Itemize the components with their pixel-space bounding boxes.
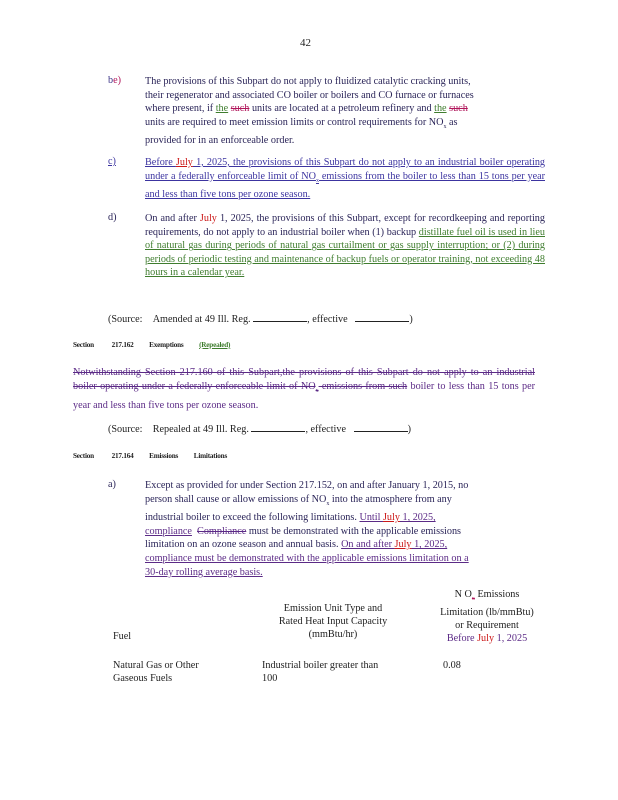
para-a-line5: limitation on an ozone season and annual basis. On and after July 1, 2025, [145,539,448,551]
para-c-text: Before July 1, 2025, the provisions of this Subpart do not apply to an industrial boiler operating under a federally enforceable limit of $NO_x$ emissions from the boiler to less than 15 tons per year and less than five tons per ozone season. [145,157,546,201]
para-a-line4: compliance Compliance must be demonstrated with the applicable emissions [145,525,462,537]
para-a-line1: Except as provided for under Section 217.152, on and after January 1, 2015, no [145,480,469,491]
para-b-line3: where present, if the such units are located at a petroleum refinery and the such [145,103,468,115]
para-b-label: be) [108,75,122,86]
para-b-line2: their regenerator and associated CO boiler or boilers and CO furnace or furnaces [145,89,474,101]
para-a-line6: compliance must be demonstrated with the applicable emissions limitation on a [145,553,469,564]
para-a-line3: industrial boiler to exceed the following limitations. Until July 1, 2025, [145,512,436,524]
source-note-amended: (Source: Amended at 49 Ill. Reg. , effective ) [108,311,468,325]
page-number: 42 [300,37,311,49]
para-a-text [145,479,545,579]
source-note-repealed: (Source: Repealed at 49 Ill. Reg. , effective ) [108,421,468,435]
para-b-line5: provided for in an enforceable order. [145,135,295,147]
para-c-label: c) [108,156,116,167]
para-b-line4: units are required to meet emission limits or control requirements for $NO_x$ as [145,116,458,130]
repealed-exemption-text: Notwithstanding Section 217.160 of this Subpart,the provisions of this Subpart do not apply to an industrial boiler operating under a federally enforceable limit of $NO_x$ emissions from such boiler to less than 15 tons per year and less than five tons per ozone season. [73,367,535,411]
para-b-text [145,75,545,148]
section-162-heading: Section 217.162 Exemptions (Repealed) [73,341,231,349]
table-header-fuel: Fuel [113,631,132,642]
para-d-text: On and after July 1, 2025, the provisions of this Subpart, except for recordkeeping and reporting requirements, do not apply to an industrial boiler when (1) backup distillate fuel oil is used in lieu of natural gas during periods of natural gas curtailment or gas supply interruption; or (2) during periods of periodic testing and maintenance of backup fuels or operator training, not exceeding 48 hours in a calendar year. [145,213,545,279]
table-cell-unit: Industrial boiler greater than 100 [262,660,379,684]
section-164-heading: Section 217.164 Emissions Limitations [73,452,228,460]
para-b-line1: The provisions of this Subpart do not apply to fluidized catalytic cracking units, [145,76,471,87]
para-d-label: d) [108,212,117,223]
table-cell-limit: 0.08 [443,660,461,671]
table-header-limit: N $O_x$ Emissions Limitation (lb/mmBtu) or Requirement Before July 1, 2025 [440,589,534,645]
table-row: Natural Gas or Other Gaseous Fuels [113,660,199,684]
table-header-unit-type: Emission Unit Type and Rated Heat Input Capacity (mmBtu/hr) [278,603,388,640]
para-a-line7: 30-day rolling average basis. [145,566,263,578]
para-a-label: a) [108,479,116,490]
para-a-line2: person shall cause or allow emissions of $NO_x$ into the atmosphere from any [145,493,452,507]
